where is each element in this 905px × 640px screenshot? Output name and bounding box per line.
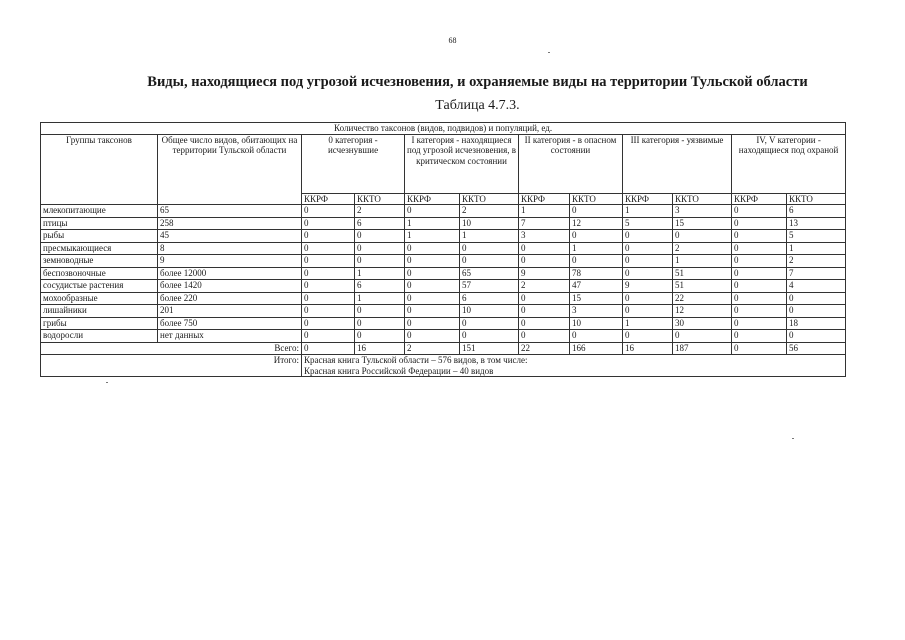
count-cell: 0 [623, 230, 673, 243]
count-cell: 1 [623, 317, 673, 330]
count-cell: 0 [405, 292, 460, 305]
total-count-cell: 0 [732, 342, 787, 355]
count-cell: 10 [460, 217, 519, 230]
count-cell: 0 [405, 255, 460, 268]
table-body [41, 123, 846, 377]
count-cell: 15 [570, 292, 623, 305]
totals-label: Всего: [41, 342, 302, 355]
scan-speck [792, 438, 794, 439]
count-cell: 12 [570, 217, 623, 230]
table-row [41, 242, 846, 255]
total-count-cell: 16 [355, 342, 405, 355]
total-species-cell: 201 [158, 305, 302, 318]
summary-text [302, 355, 846, 377]
count-cell: 0 [302, 242, 355, 255]
total-count-cell: 0 [302, 342, 355, 355]
count-cell: 12 [673, 305, 732, 318]
taxon-group-cell: сосудистые растения [41, 280, 158, 293]
count-cell: 6 [460, 292, 519, 305]
count-cell: 0 [302, 305, 355, 318]
total-count-cell: 56 [787, 342, 846, 355]
taxon-group-cell: водоросли [41, 330, 158, 343]
count-cell: 2 [673, 242, 732, 255]
count-cell: 0 [355, 317, 405, 330]
total-count-cell: 22 [519, 342, 570, 355]
count-cell: 0 [732, 255, 787, 268]
total-species-cell: 258 [158, 217, 302, 230]
count-cell: 3 [570, 305, 623, 318]
count-cell: 78 [570, 267, 623, 280]
category-header-4-5: IV, V категории - находящиеся под охраной [732, 134, 846, 193]
count-cell: 3 [673, 205, 732, 218]
count-cell: 6 [787, 205, 846, 218]
totals-row [41, 342, 846, 355]
count-cell: 0 [519, 317, 570, 330]
count-cell: 0 [787, 305, 846, 318]
count-cell: 57 [460, 280, 519, 293]
count-cell: 0 [302, 292, 355, 305]
total-species-cell: 8 [158, 242, 302, 255]
count-cell: 2 [460, 205, 519, 218]
taxon-group-cell: беспозвоночные [41, 267, 158, 280]
table-row [41, 280, 846, 293]
count-cell: 6 [355, 217, 405, 230]
count-cell: 0 [732, 217, 787, 230]
table-row [41, 205, 846, 218]
count-cell: 0 [460, 255, 519, 268]
table-caption: Таблица 4.7.3. [435, 98, 520, 113]
count-cell: 0 [787, 330, 846, 343]
count-cell: 10 [570, 317, 623, 330]
count-cell: 0 [405, 305, 460, 318]
count-cell: 5 [623, 217, 673, 230]
count-cell: 0 [732, 292, 787, 305]
count-cell: 7 [787, 267, 846, 280]
taxon-group-cell: птицы [41, 217, 158, 230]
count-cell: 0 [623, 267, 673, 280]
count-cell: 51 [673, 280, 732, 293]
sub-header-cell: ККРФ [519, 193, 570, 205]
count-cell: 0 [405, 280, 460, 293]
count-cell: 1 [355, 292, 405, 305]
summary-line: Красная книга Российской Федерации – 40 видов [304, 365, 494, 376]
count-cell: 0 [302, 217, 355, 230]
total-species-cell: более 12000 [158, 267, 302, 280]
count-cell: 0 [570, 205, 623, 218]
count-cell: 0 [460, 242, 519, 255]
table-row [41, 292, 846, 305]
total-count-cell: 16 [623, 342, 673, 355]
count-cell: 1 [519, 205, 570, 218]
count-cell: 22 [673, 292, 732, 305]
sub-header-cell: ККРФ [732, 193, 787, 205]
page-number: 68 [448, 36, 457, 45]
count-cell: 2 [519, 280, 570, 293]
count-cell: 0 [405, 242, 460, 255]
scan-speck [548, 52, 550, 53]
sub-header-cell: ККТО [460, 193, 519, 205]
count-cell: 0 [519, 330, 570, 343]
count-cell: 0 [623, 255, 673, 268]
count-cell: 0 [302, 230, 355, 243]
column-header-groups: Группы таксонов [41, 134, 158, 205]
count-cell: 0 [355, 330, 405, 343]
count-cell: 0 [732, 317, 787, 330]
header-row-super [41, 123, 846, 135]
count-cell: 5 [787, 230, 846, 243]
count-cell: 0 [732, 305, 787, 318]
table-row [41, 230, 846, 243]
table-row [41, 317, 846, 330]
sub-header-cell: ККТО [673, 193, 732, 205]
taxon-group-cell: пресмыкающиеся [41, 242, 158, 255]
header-row-categories [41, 134, 846, 193]
scan-speck [106, 382, 108, 383]
count-cell: 15 [673, 217, 732, 230]
count-cell: 0 [405, 330, 460, 343]
taxon-group-cell: мохообразные [41, 292, 158, 305]
sub-header-cell: ККТО [787, 193, 846, 205]
count-cell: 0 [732, 280, 787, 293]
total-species-cell: более 750 [158, 317, 302, 330]
count-cell: 9 [519, 267, 570, 280]
count-cell: 0 [732, 267, 787, 280]
category-header-3: III категория - уязвимые [623, 134, 732, 193]
count-cell: 1 [405, 217, 460, 230]
count-cell: 47 [570, 280, 623, 293]
sub-header-cell: ККРФ [302, 193, 355, 205]
total-species-cell: нет данных [158, 330, 302, 343]
count-cell: 0 [623, 330, 673, 343]
count-cell: 0 [405, 267, 460, 280]
total-species-cell: 65 [158, 205, 302, 218]
count-cell: 0 [355, 230, 405, 243]
count-cell: 0 [302, 255, 355, 268]
count-cell: 0 [302, 330, 355, 343]
category-header-0: 0 категория - исчезнувшие [302, 134, 405, 193]
count-cell: 1 [405, 230, 460, 243]
count-cell: 0 [570, 255, 623, 268]
count-cell: 7 [519, 217, 570, 230]
total-species-cell: более 1420 [158, 280, 302, 293]
count-cell: 0 [732, 205, 787, 218]
count-cell: 0 [787, 292, 846, 305]
species-table [40, 122, 846, 377]
sub-header-cell: ККРФ [405, 193, 460, 205]
count-cell: 13 [787, 217, 846, 230]
category-header-2: II категория - в опасном состоянии [519, 134, 623, 193]
count-cell: 0 [732, 230, 787, 243]
count-cell: 0 [623, 242, 673, 255]
column-header-total: Общее число видов, обитающих на территории Тульской области [158, 134, 302, 205]
total-count-cell: 166 [570, 342, 623, 355]
taxon-group-cell: грибы [41, 317, 158, 330]
count-cell: 0 [460, 330, 519, 343]
category-header-1: I категория - находящиеся под угрозой исчезновения, в критическом состоянии [405, 134, 519, 193]
table-row [41, 330, 846, 343]
total-count-cell: 187 [673, 342, 732, 355]
count-cell: 30 [673, 317, 732, 330]
table-row [41, 305, 846, 318]
count-cell: 0 [732, 242, 787, 255]
summary-label: Итого: [41, 355, 302, 377]
count-cell: 0 [570, 330, 623, 343]
count-cell: 0 [673, 330, 732, 343]
count-cell: 0 [405, 317, 460, 330]
table-row [41, 267, 846, 280]
table-row [41, 255, 846, 268]
taxon-group-cell: млекопитающие [41, 205, 158, 218]
count-cell: 0 [732, 330, 787, 343]
count-cell: 3 [519, 230, 570, 243]
count-cell: 10 [460, 305, 519, 318]
sub-header-cell: ККТО [355, 193, 405, 205]
count-cell: 0 [519, 305, 570, 318]
count-cell: 2 [355, 205, 405, 218]
total-species-cell: более 220 [158, 292, 302, 305]
count-cell: 0 [302, 205, 355, 218]
count-cell: 0 [460, 317, 519, 330]
count-cell: 0 [405, 205, 460, 218]
count-cell: 0 [623, 305, 673, 318]
sub-header-cell: ККРФ [623, 193, 673, 205]
total-species-cell: 9 [158, 255, 302, 268]
count-cell: 0 [355, 242, 405, 255]
count-cell: 0 [302, 267, 355, 280]
count-cell: 0 [302, 280, 355, 293]
count-cell: 1 [570, 242, 623, 255]
super-header: Количество таксонов (видов, подвидов) и популяций, ед. [41, 123, 846, 135]
total-count-cell: 2 [405, 342, 460, 355]
count-cell: 0 [302, 317, 355, 330]
count-cell: 9 [623, 280, 673, 293]
count-cell: 18 [787, 317, 846, 330]
count-cell: 0 [570, 230, 623, 243]
count-cell: 4 [787, 280, 846, 293]
count-cell: 1 [355, 267, 405, 280]
count-cell: 2 [787, 255, 846, 268]
count-cell: 0 [623, 292, 673, 305]
table-row [41, 217, 846, 230]
sub-header-cell: ККТО [570, 193, 623, 205]
count-cell: 51 [673, 267, 732, 280]
total-count-cell: 151 [460, 342, 519, 355]
count-cell: 0 [519, 255, 570, 268]
taxon-group-cell: лишайники [41, 305, 158, 318]
count-cell: 1 [787, 242, 846, 255]
taxon-group-cell: рыбы [41, 230, 158, 243]
count-cell: 1 [460, 230, 519, 243]
count-cell: 0 [355, 255, 405, 268]
count-cell: 0 [673, 230, 732, 243]
count-cell: 6 [355, 280, 405, 293]
count-cell: 65 [460, 267, 519, 280]
count-cell: 0 [355, 305, 405, 318]
count-cell: 1 [623, 205, 673, 218]
document-title: Виды, находящиеся под угрозой исчезновения, и охраняемые виды на территории Тульской области [147, 74, 808, 90]
count-cell: 1 [673, 255, 732, 268]
total-species-cell: 45 [158, 230, 302, 243]
summary-line: Красная книга Тульской области – 576 видов, в том числе: [304, 355, 528, 365]
count-cell: 0 [519, 292, 570, 305]
count-cell: 0 [519, 242, 570, 255]
taxon-group-cell: земноводные [41, 255, 158, 268]
summary-row [41, 355, 846, 377]
